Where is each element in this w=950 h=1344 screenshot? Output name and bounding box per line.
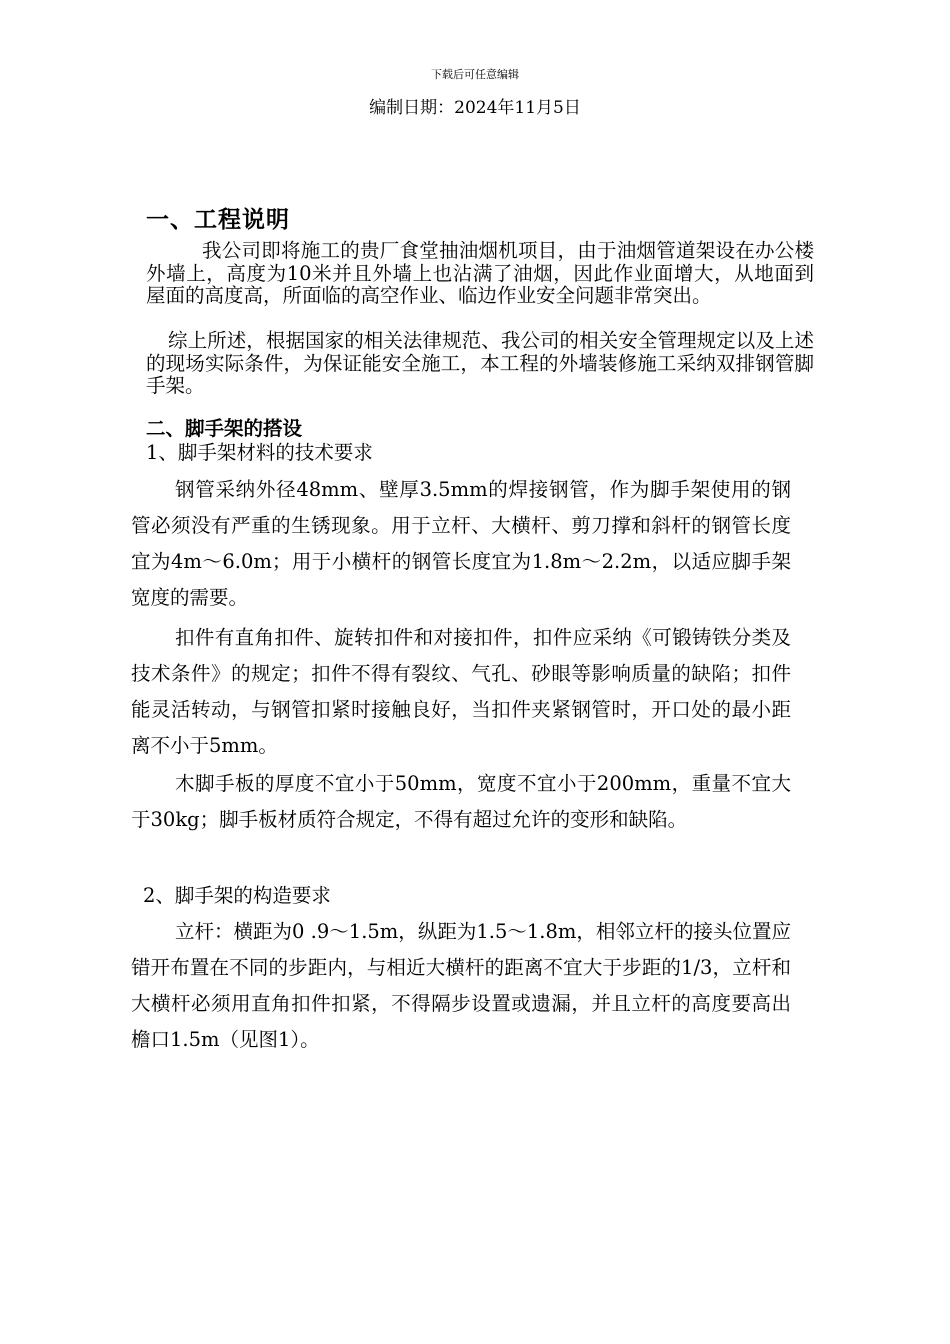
section2-para4: 立杆：横距为0 .9～1.5m，纵距为1.5～1.8m，相邻立杆的接头位置应错开布置在不同的步距内，与相近大横杆的距离不宜大于步距的1/3，立杆和大横杆必须用直角扣件扣紧，不得隔步设置或遗漏，并且立杆的高度要高出檐口1.5m（见图1）。 bbox=[131, 920, 791, 1051]
section2-sub1: 1、脚手架材料的技术要求 bbox=[146, 441, 373, 464]
section1-para2: 综上所述，根据国家的相关法律规范、我公司的相关安全管理规定以及上述的现场实际条件，为保证能安全施工，本工程的外墙装修施工采纳双排钢管脚手架。 bbox=[146, 329, 814, 397]
section2-para1: 钢管采纳外径48mm、壁厚3.5mm的焊接钢管，作为脚手架使用的钢管必须没有严重的生锈现象。用于立杆、大横杆、剪刀撑和斜杆的钢管长度宜为4m～6.0m；用于小横杆的钢管长度宜为1.8m～2.2m，以适应脚手架宽度的需要。 bbox=[131, 478, 791, 609]
section1-heading: 一、工程说明 bbox=[146, 207, 290, 233]
section2-sub2: 2、脚手架的构造要求 bbox=[143, 884, 331, 907]
section2-para2: 扣件有直角扣件、旋转扣件和对接扣件，扣件应采纳《可锻铸铁分类及技术条件》的规定；扣件不得有裂纹、气孔、砂眼等影响质量的缺陷；扣件能灵活转动，与钢管扣紧时接触良好，当扣件夹紧钢管时，开口处的最小距离不小于5mm。 bbox=[131, 626, 791, 757]
section1-para1: 我公司即将施工的贵厂食堂抽油烟机项目，由于油烟管道架设在办公楼外墙上，高度为10米并且外墙上也沾满了油烟，因此作业面增大，从地面到屋面的高度高，所面临的高空作业、临边作业安全问题非常突出。 bbox=[146, 239, 814, 307]
section2-heading: 二、脚手架的搭设 bbox=[146, 417, 303, 440]
date-line: 编制日期：2024年11月5日 bbox=[369, 98, 581, 118]
header-note: 下载后可任意编辑 bbox=[431, 68, 519, 81]
section2-para3: 木脚手板的厚度不宜小于50mm，宽度不宜小于200mm，重量不宜大于30kg；脚手板材质符合规定，不得有超过允许的变形和缺陷。 bbox=[131, 772, 791, 831]
